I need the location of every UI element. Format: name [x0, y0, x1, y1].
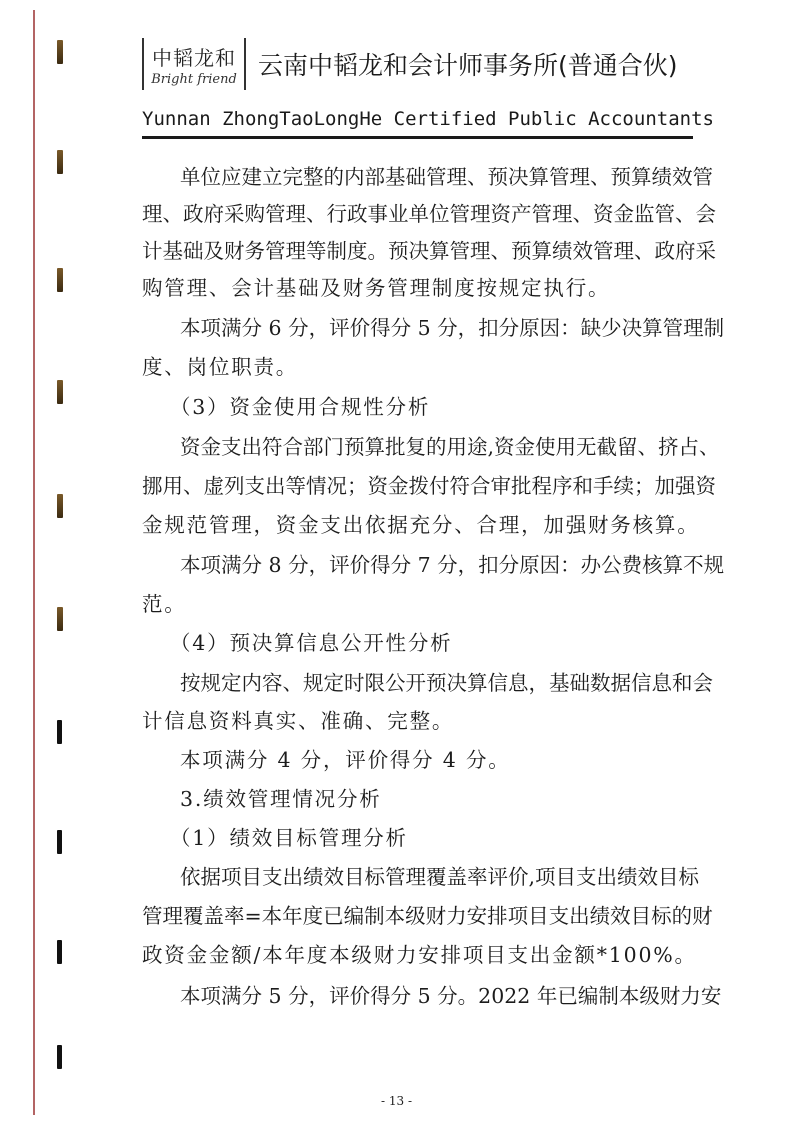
paragraph-line: 本项满分 5 分，评价得分 5 分。2022 年已编制本级财力安	[180, 984, 722, 1008]
firm-name-chinese: 云南中韬龙和会计师事务所(普通合伙)	[258, 51, 678, 80]
paragraph-line: 资金支出符合部门预算批复的用途,资金使用无截留、挤占、	[180, 435, 720, 459]
paragraph-line: 范。	[142, 592, 187, 616]
paragraph-line: 计基础及财务管理等制度。预决算管理、预算绩效管理、政府采	[142, 239, 716, 263]
paragraph-line: 政资金金额/本年度本级财力安排项目支出金额*100%。	[142, 943, 697, 967]
firm-name-english: Yunnan ZhongTaoLongHe Certified Public Accountants	[142, 108, 714, 130]
section-heading: 3.绩效管理情况分析	[180, 787, 382, 811]
subsection-heading: （1）绩效目标管理分析	[170, 826, 408, 850]
logo-english-text: Bright friend	[151, 72, 237, 87]
paragraph-line: 理、政府采购管理、行政事业单位管理资产管理、资金监管、会	[142, 202, 716, 226]
subsection-heading: （3）资金使用合规性分析	[170, 395, 431, 419]
paragraph-line: 按规定内容、规定时限公开预决算信息，基础数据信息和会	[180, 671, 713, 695]
logo-chinese-text: 中韬龙和	[152, 46, 236, 70]
paragraph-line: 单位应建立完整的内部基础管理、预决算管理、预算绩效管	[180, 165, 713, 189]
paragraph-line: 计信息资料真实、准确、完整。	[142, 709, 455, 733]
paragraph-line: 金规范管理，资金支出依据充分、合理，加强财务核算。	[142, 513, 700, 537]
subsection-heading: （4）预决算信息公开性分析	[170, 631, 453, 655]
paragraph-line: 购管理、会计基础及财务管理制度按规定执行。	[142, 276, 611, 300]
paragraph-line: 度、岗位职责。	[142, 355, 299, 379]
paragraph-line: 本项满分 8 分，评价得分 7 分，扣分原因：办公费核算不规	[180, 553, 725, 577]
page-number: - 13 -	[380, 1094, 412, 1108]
paragraph-line: 挪用、虚列支出等情况；资金拨付符合审批程序和手续；加强资	[142, 474, 716, 498]
paragraph-line: 本项满分 6 分，评价得分 5 分，扣分原因：缺少决算管理制	[180, 316, 725, 340]
paragraph-line: 本项满分 4 分，评价得分 4 分。	[180, 748, 511, 772]
paragraph-line: 依据项目支出绩效目标管理覆盖率评价,项目支出绩效目标	[180, 865, 700, 889]
paragraph-line: 管理覆盖率=本年度已编制本级财力安排项目支出绩效目标的财	[142, 904, 713, 928]
